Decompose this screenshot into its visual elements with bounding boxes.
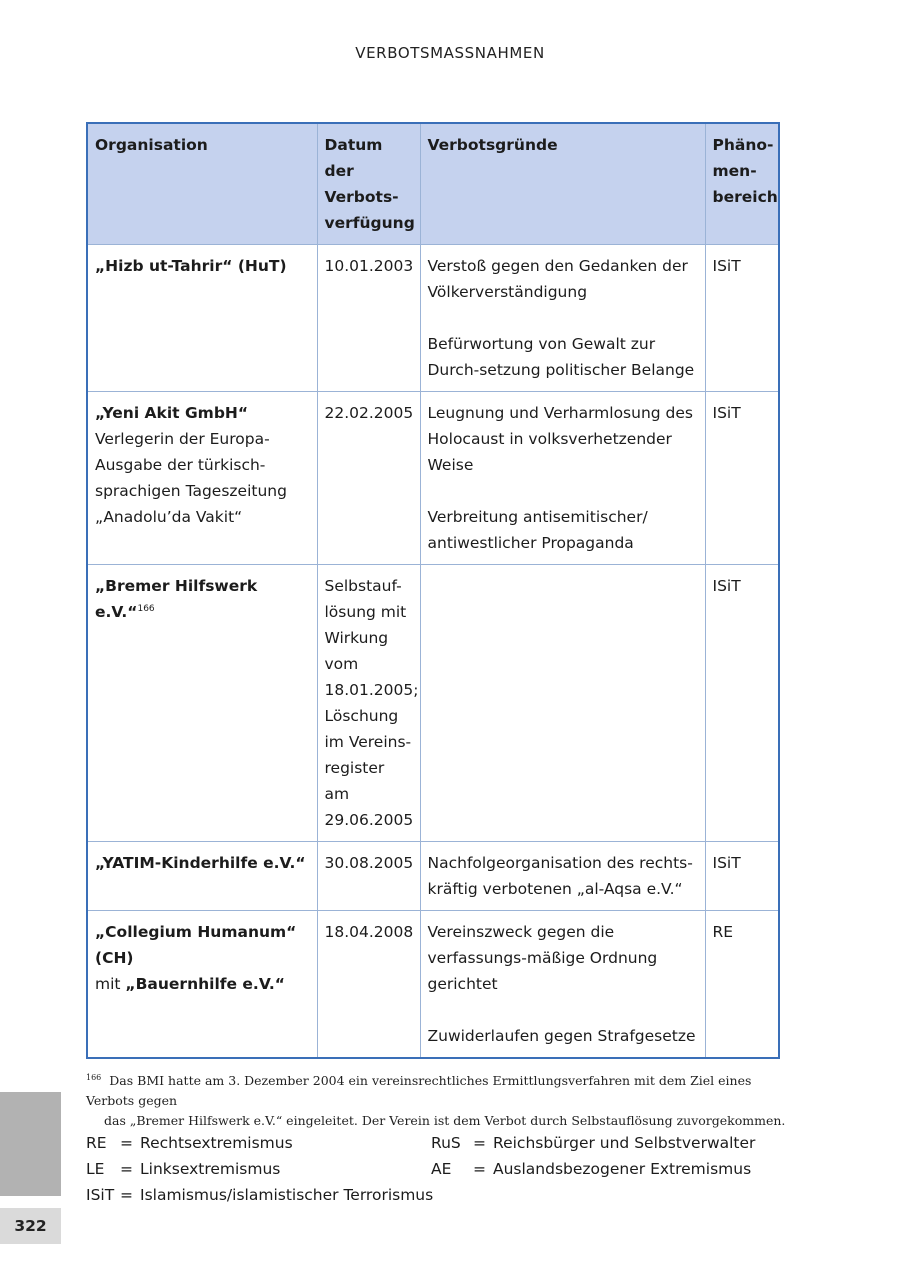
phenomenon-area: ISiT (712, 577, 741, 595)
phenomenon-area: ISiT (712, 257, 741, 275)
legend-meaning: Reichsbürger und Selbstverwalter (493, 1134, 756, 1152)
running-head: VERBOTSMASSNAHMEN (355, 44, 545, 62)
cell-reasons (420, 842, 705, 911)
legend-abbreviation: RuS (431, 1134, 461, 1152)
organisation-name: „Yeni Akit GmbH“ (95, 404, 249, 422)
legend-equals: = (473, 1134, 486, 1152)
footnote-text: Das BMI hatte am 3. Dezember 2004 ein vereinsrechtliches Ermittlungsverfahren mit dem Ziel eines Verbots gegen (86, 1073, 752, 1109)
legend-abbreviation: LE (86, 1160, 105, 1178)
cell-organisation (87, 245, 317, 392)
ban-reason: Zuwiderlaufen gegen Strafgesetze (427, 1027, 696, 1045)
header-area-line: Phäno- (712, 136, 774, 154)
cell-date (317, 565, 420, 842)
table-row (87, 392, 779, 565)
table-row (87, 842, 779, 911)
page-number: 322 (0, 1208, 61, 1244)
legend-meaning: Linksextremismus (140, 1160, 281, 1178)
cell-reasons (420, 392, 705, 565)
legend-item (86, 1130, 293, 1156)
legend-item (86, 1182, 433, 1208)
phenomenon-area: ISiT (712, 854, 741, 872)
legend-equals: = (473, 1160, 486, 1178)
organisation-name-secondary: „Bauernhilfe e.V.“ (125, 975, 285, 993)
ban-reason: Leugnung und Verharmlosung des Holocaust in volksverhetzender Weise (427, 404, 693, 474)
header-date-line: Verbots- (324, 188, 399, 206)
cell-area (705, 911, 779, 1059)
header-reasons (420, 123, 705, 245)
cell-organisation (87, 392, 317, 565)
ban-date: 18.04.2008 (324, 923, 414, 941)
header-area-line: bereich (712, 188, 778, 206)
organisation-name: „YATIM-Kinderhilfe e.V.“ (95, 854, 306, 872)
phenomenon-area: RE (712, 923, 734, 941)
cell-date (317, 245, 420, 392)
cell-area (705, 565, 779, 842)
ban-date: 10.01.2003 (324, 257, 414, 275)
legend-item (431, 1130, 755, 1156)
legend-item (431, 1156, 751, 1182)
cell-organisation (87, 565, 317, 842)
phenomenon-area: ISiT (712, 404, 741, 422)
footnote-number: 166 (86, 1073, 102, 1082)
cell-area (705, 392, 779, 565)
header-organisation-label: Organisation (95, 136, 208, 154)
cell-area (705, 842, 779, 911)
header-date-line: Datum der (324, 136, 383, 180)
organisation-detail: Verlegerin der Europa-Ausgabe der türkisch-sprachigen Tageszeitung „Anadolu’da Vakit“ (95, 430, 287, 526)
cell-reasons (420, 245, 705, 392)
organisation-name: „Collegium Humanum“ (CH) (95, 923, 297, 967)
ban-reason: Verbreitung antisemitischer/ antiwestlicher Propaganda (427, 508, 648, 552)
ban-reason: Befürwortung von Gewalt zur Durch-setzung politischer Belange (427, 335, 695, 379)
legend-equals: = (120, 1186, 133, 1204)
header-date (317, 123, 420, 245)
cell-organisation (87, 842, 317, 911)
table-row (87, 911, 779, 1059)
cell-reasons (420, 565, 705, 842)
legend-meaning: Islamismus/islamistischer Terrorismus (140, 1186, 434, 1204)
legend-equals: = (120, 1134, 133, 1152)
ban-date: 30.08.2005 (324, 854, 414, 872)
header-area-line: men- (712, 162, 757, 180)
cell-date (317, 392, 420, 565)
legend-meaning: Rechtsextremismus (140, 1134, 293, 1152)
legend-abbreviation: RE (86, 1134, 107, 1152)
prohibitions-table (86, 122, 780, 1059)
legend-abbreviation: ISiT (86, 1186, 115, 1204)
side-tab (0, 1092, 61, 1196)
table-row (87, 245, 779, 392)
table-header-row (87, 123, 779, 245)
ban-date: Selbstauf-lösung mit Wirkung vom 18.01.2005; Löschung im Vereins-register am 29.06.2005 (324, 577, 419, 829)
organisation-name: „Hizb ut-Tahrir“ (HuT) (95, 257, 287, 275)
legend-equals: = (120, 1160, 133, 1178)
header-organisation (87, 123, 317, 245)
header-area (705, 123, 779, 245)
header-date-line: verfügung (324, 214, 415, 232)
footnote (86, 1068, 786, 1131)
header-reasons-label: Verbotsgründe (427, 136, 558, 154)
footnote-text: das „Bremer Hilfswerk e.V.“ eingeleitet. Der Verein ist dem Verbot durch Selbstauflösung zuvorgekommen. (104, 1113, 786, 1129)
footnote-reference: 166 (137, 603, 155, 614)
ban-reason: Nachfolgeorganisation des rechts-kräftig verbotenen „al-Aqsa e.V.“ (427, 854, 693, 898)
legend-item (86, 1156, 280, 1182)
ban-reason: Vereinszweck gegen die verfassungs-mäßige Ordnung gerichtet (427, 923, 658, 993)
ban-date: 22.02.2005 (324, 404, 414, 422)
cell-date (317, 842, 420, 911)
cell-organisation (87, 911, 317, 1059)
legend-meaning: Auslandsbezogener Extremismus (493, 1160, 752, 1178)
organisation-name: „Bremer Hilfswerk e.V.“ (95, 577, 258, 621)
ban-reason: Verstoß gegen den Gedanken der Völkerverständigung (427, 257, 688, 301)
legend-abbreviation: AE (431, 1160, 452, 1178)
cell-area (705, 245, 779, 392)
cell-date (317, 911, 420, 1059)
table-row (87, 565, 779, 842)
organisation-connector: mit (95, 975, 126, 993)
cell-reasons (420, 911, 705, 1059)
